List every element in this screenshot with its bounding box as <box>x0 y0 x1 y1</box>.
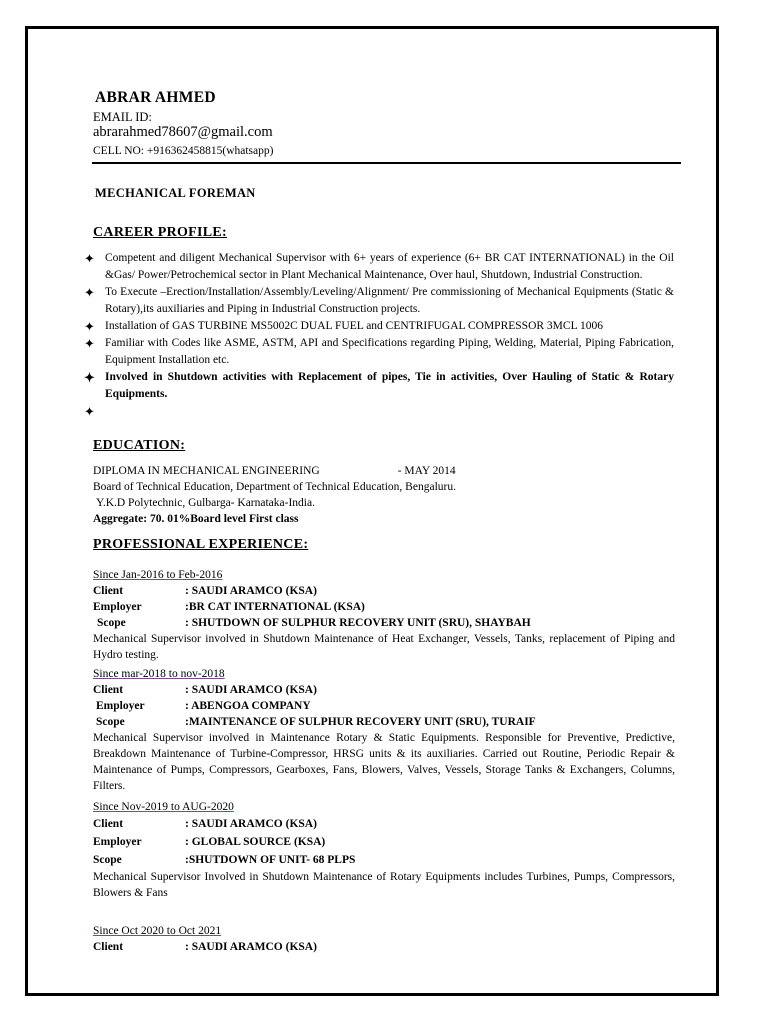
college-name: Y.K.D Polytechnic, Gulbarga- Karnataka-India. <box>96 497 315 509</box>
bullet-text: To Execute –Erection/Installation/Assembly/Leveling/Alignment/ Pre commissioning of Mechanical Equipments (Static & Rotary),its auxiliaries and Piping in Industrial Construction projects. <box>105 286 674 315</box>
client-row: Client : SAUDI ARAMCO (KSA) <box>93 585 317 597</box>
employer-row: Employer : ABENGOA COMPANY <box>96 700 311 712</box>
aggregate: Aggregate: 70. 01%Board level First class <box>93 513 299 525</box>
list-item <box>84 284 674 318</box>
job-description: Mechanical Supervisor involved in Shutdown Maintenance of Heat Exchanger, Vessels, Tanks, replacement of Piping and Hydro testing. <box>93 633 675 661</box>
list-item <box>84 250 674 284</box>
bullet-text: Installation of GAS TURBINE MS5002C DUAL FUEL and CENTRIFUGAL COMPRESSOR 3MCL 1006 <box>105 320 604 332</box>
email-address: abrarahmed78607@gmail.com <box>93 124 273 140</box>
job-period: Since Oct 2020 to Oct 2021 <box>93 925 222 937</box>
education-heading: EDUCATION: <box>93 438 186 453</box>
bullet-text: Familiar with Codes like ASME, ASTM, API and Specifications regarding Piping, Welding, Material, Piping Fabrication, Equipment Installation etc. <box>105 337 674 366</box>
cell-number: CELL NO: +916362458815(whatsapp) <box>93 145 274 157</box>
job-period: Since Nov-2019 to AUG-2020 <box>93 801 234 813</box>
scope-row: Scope : SHUTDOWN OF SULPHUR RECOVERY UNIT (SRU), SHAYBAH <box>97 617 531 629</box>
career-profile-heading: CAREER PROFILE: <box>93 225 228 240</box>
client-row: Client : SAUDI ARAMCO (KSA) <box>93 941 317 953</box>
experience-entry <box>93 923 675 955</box>
candidate-name: ABRAR AHMED <box>95 89 216 106</box>
degree-row <box>93 463 456 479</box>
degree-date: - MAY 2014 <box>397 465 456 477</box>
header-divider <box>92 162 681 164</box>
education-block <box>93 463 456 527</box>
employer-row: Employer :BR CAT INTERNATIONAL (KSA) <box>93 601 365 613</box>
experience-heading: PROFESSIONAL EXPERIENCE: <box>93 537 309 552</box>
employer-row: Employer : GLOBAL SOURCE (KSA) <box>93 836 326 848</box>
career-bullet-list <box>84 250 674 420</box>
client-row: Client : SAUDI ARAMCO (KSA) <box>93 818 317 830</box>
email-label: EMAIL ID: <box>93 110 152 124</box>
experience-entry <box>93 799 675 901</box>
job-description: Mechanical Supervisor Involved in Shutdown Maintenance of Rotary Equipments includes Turbines, Pumps, Compressors, Blowers & Fans <box>93 871 675 899</box>
experience-entry <box>93 567 675 663</box>
scope-row: Scope :MAINTENANCE OF SULPHUR RECOVERY UNIT (SRU), TURAIF <box>96 716 536 728</box>
star-bullet-icon: ✦ <box>84 319 95 334</box>
job-period: Since Jan-2016 to Feb-2016 <box>93 569 223 581</box>
bullet-text: Involved in Shutdown activities with Replacement of pipes, Tie in activities, Over Hauling of Static & Rotary Equipments. <box>105 371 674 400</box>
list-item <box>84 318 674 335</box>
job-title: MECHANICAL FOREMAN <box>95 186 256 200</box>
experience-entry <box>93 666 675 794</box>
scope-row: Scope :SHUTDOWN OF UNIT- 68 PLPS <box>93 854 356 866</box>
list-item <box>84 369 674 403</box>
star-bullet-icon: ✦ <box>84 370 95 385</box>
star-bullet-icon: ✦ <box>84 285 95 300</box>
star-bullet-icon: ✦ <box>84 404 95 419</box>
star-bullet-icon: ✦ <box>84 251 95 266</box>
bullet-text: Competent and diligent Mechanical Supervisor with 6+ years of experience (6+ BR CAT INTERNATIONAL) in the Oil &Gas/ Power/Petrochemical sector in Plant Mechanical Maintenance, Over haul, Shutdown, Industrial Construction. <box>105 252 674 281</box>
list-item <box>84 403 674 420</box>
star-bullet-icon: ✦ <box>84 336 95 351</box>
client-row: Client : SAUDI ARAMCO (KSA) <box>93 684 317 696</box>
job-period: Since mar-2018 to nov-2018 <box>93 668 225 680</box>
board-name: Board of Technical Education, Department of Technical Education, Bengaluru. <box>93 481 456 493</box>
list-item <box>84 335 674 369</box>
degree-name: DIPLOMA IN MECHANICAL ENGINEERING <box>93 465 320 477</box>
job-description: Mechanical Supervisor involved in Maintenance Rotary & Static Equipments. Responsible for Preventive, Predictive, Breakdown Maintenance of Turbine-Compressor, HRSG units & its auxiliaries. Carried out Routine, Periodic Repair & Maintenance of Pumps, Compressors, Gearboxes, Fans, Blowers, Valves, Vessels, Storage Tanks & Exchangers, Columns, Filters. <box>93 732 675 792</box>
